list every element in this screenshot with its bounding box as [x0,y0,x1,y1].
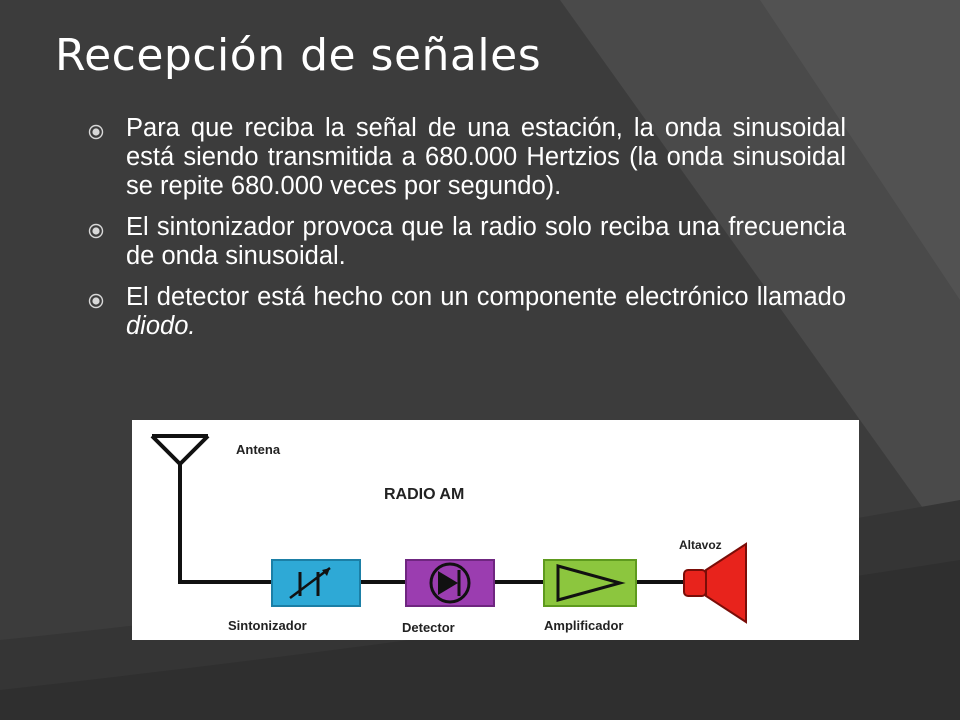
speaker-label: Altavoz [679,538,722,552]
circle-bullet-icon [88,223,104,239]
tuner-block [272,560,360,606]
antenna-label: Antena [236,442,281,457]
amplifier-block [544,560,636,606]
circle-bullet-icon [88,124,104,140]
bullet-item [88,114,846,201]
bullet-list [88,114,846,353]
speaker-icon [684,544,746,622]
bullet-item [88,283,846,341]
bullet-text-italic: diodo. [126,312,196,340]
diagram-title: RADIO AM [384,486,465,503]
bullet-text [126,283,846,341]
slide-title: Recepción de señales [55,30,542,81]
detector-block [406,560,494,606]
antenna-icon [152,436,208,582]
bullet-text: El sintonizador provoca que la radio solo reciba una frecuencia de onda sinusoidal. [126,213,846,270]
circle-bullet-icon [88,293,104,309]
bullet-text-main: El detector está hecho con un componente electrónico llamado [126,283,846,311]
amplifier-label: Amplificador [544,618,624,633]
am-radio-diagram [132,420,859,640]
detector-label: Detector [402,620,455,635]
bullet-text: Para que reciba la señal de una estación, la onda sinusoidal está siendo transmitida a 680.000 Hertzios (la onda sinusoidal se repite 680.000 veces por segundo). [126,114,846,200]
tuner-label: Sintonizador [228,618,307,633]
bullet-item [88,213,846,271]
